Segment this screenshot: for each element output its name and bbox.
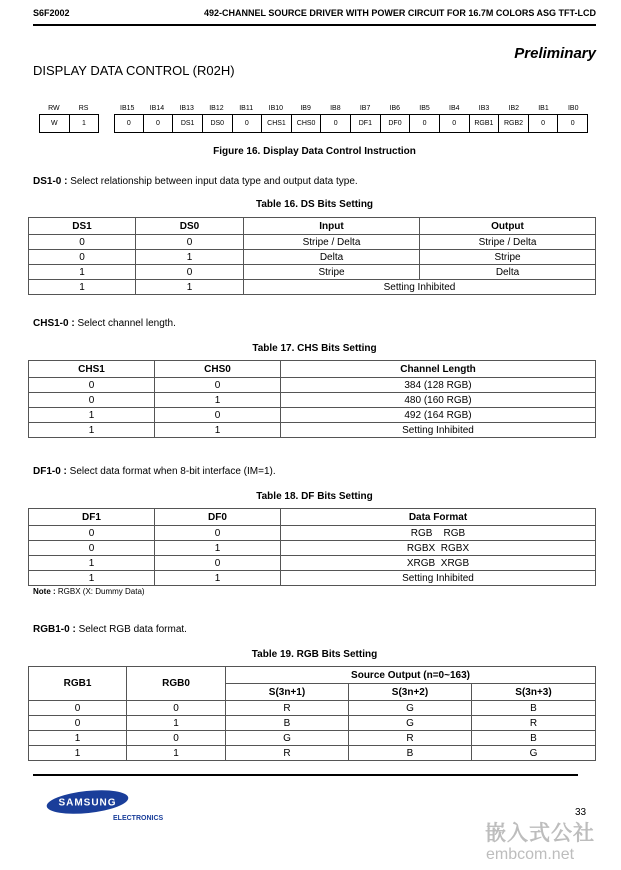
table-header-row	[29, 509, 596, 526]
register-bit-label: IB13	[179, 105, 194, 112]
register-bit-label: IB10	[268, 105, 284, 112]
cell: 492 (164 RGB)	[281, 408, 596, 423]
rgb-description	[33, 624, 187, 635]
register-bit-value: 0	[144, 114, 174, 133]
col-ds1: DS1	[29, 218, 136, 235]
table-16-caption: Table 16. DS Bits Setting	[255, 199, 374, 210]
table-19-caption: Table 19. RGB Bits Setting	[251, 649, 378, 660]
register-bit-label: RS	[78, 105, 89, 112]
col-ds0: DS0	[136, 218, 244, 235]
register-bit-label: IB14	[149, 105, 165, 112]
register-bit-value: 1	[70, 114, 100, 133]
register-bit-label: IB0	[567, 105, 579, 112]
cell: 0	[29, 716, 127, 731]
register-bit-label: IB6	[389, 105, 401, 112]
note-key: Note :	[33, 587, 56, 596]
cell: XRGB XRGB	[281, 556, 596, 571]
cell: B	[472, 731, 596, 746]
register-bit-value: DS1	[173, 114, 203, 133]
cell: 1	[29, 280, 136, 295]
header-rule	[33, 24, 596, 26]
cell: 0	[29, 393, 155, 408]
ds-text: Select relationship between input data type and output data type.	[67, 176, 358, 187]
table-row	[29, 701, 596, 716]
register-bit-value: RGB1	[470, 114, 500, 133]
cell: 0	[136, 235, 244, 250]
ds-key: DS1-0 :	[33, 176, 68, 187]
register-bit-label: IB7	[359, 105, 371, 112]
cell: 0	[136, 265, 244, 280]
table-row	[29, 571, 596, 586]
col-source-output: Source Output (n=0~163)	[226, 667, 596, 684]
chs-description	[33, 318, 176, 329]
cell: 0	[155, 526, 281, 541]
cell: 384 (128 RGB)	[281, 378, 596, 393]
table-header-row	[29, 667, 596, 684]
cell: 0	[29, 541, 155, 556]
table-row	[29, 250, 596, 265]
samsung-logo	[45, 789, 130, 815]
logo-text: SAMSUNG	[58, 797, 117, 809]
register-bit-label: IB4	[449, 105, 460, 112]
cell: 0	[29, 235, 136, 250]
table-row	[29, 265, 596, 280]
cell: R	[226, 701, 349, 716]
cell: 0	[127, 731, 226, 746]
cell: 1	[29, 556, 155, 571]
col-output: Output	[420, 218, 596, 235]
col-rgb0: RGB0	[127, 667, 226, 701]
register-bit-label: IB2	[508, 105, 520, 112]
cell: Setting Inhibited	[281, 423, 596, 438]
cell: 0	[29, 250, 136, 265]
cell: 1	[29, 746, 127, 761]
table-row	[29, 716, 596, 731]
register-bit-value: 0	[529, 114, 559, 133]
register-diagram	[39, 103, 588, 133]
register-bit-label: IB12	[209, 105, 224, 112]
col-df0: DF0	[155, 509, 281, 526]
cell: 1	[155, 393, 281, 408]
cell: 1	[29, 423, 155, 438]
register-bit-value	[99, 114, 114, 131]
cell: Stripe	[420, 250, 596, 265]
cell: 1	[136, 250, 244, 265]
table-row	[29, 526, 596, 541]
register-bit-value: 0	[114, 114, 144, 133]
cell: 1	[127, 716, 226, 731]
register-bit-label: IB15	[120, 105, 135, 112]
col-rgb1: RGB1	[29, 667, 127, 701]
cell: 1	[136, 280, 244, 295]
table-row	[29, 423, 596, 438]
figure-caption: Figure 16. Display Data Control Instruction	[213, 146, 416, 157]
cell: 1	[29, 731, 127, 746]
df-note	[33, 587, 145, 596]
register-bit-value: W	[39, 114, 70, 133]
preliminary-label: Preliminary	[514, 45, 596, 62]
cell: Setting Inhibited	[244, 280, 596, 295]
register-bit-label: IB11	[239, 105, 254, 112]
register-bit-label: RW	[48, 105, 60, 112]
col-s3n3: S(3n+3)	[472, 684, 596, 701]
cell: 1	[155, 423, 281, 438]
doc-title: 492-CHANNEL SOURCE DRIVER WITH POWER CIRCUIT FOR 16.7M COLORS ASG TFT-LCD	[203, 8, 596, 18]
register-bit-value: RGB2	[499, 114, 529, 133]
cell: 480 (160 RGB)	[281, 393, 596, 408]
cell: G	[226, 731, 349, 746]
cell: 0	[155, 378, 281, 393]
cell: 0	[29, 378, 155, 393]
page-number: 33	[575, 807, 587, 818]
register-bit-labels	[39, 103, 588, 114]
register-bit-value: DF0	[381, 114, 411, 133]
df-description	[33, 466, 276, 477]
col-input: Input	[244, 218, 420, 235]
table-row	[29, 746, 596, 761]
table-row	[29, 408, 596, 423]
cell: B	[349, 746, 472, 761]
cell: Stripe / Delta	[420, 235, 596, 250]
rgb-text: Select RGB data format.	[75, 624, 187, 635]
rgb-bits-table	[28, 666, 596, 761]
cell: 0	[29, 526, 155, 541]
footer-rule	[33, 774, 578, 776]
cell: 0	[127, 701, 226, 716]
register-bit-value: 0	[440, 114, 470, 133]
cell: Stripe	[244, 265, 420, 280]
col-s3n1: S(3n+1)	[226, 684, 349, 701]
table-17-caption: Table 17. CHS Bits Setting	[252, 343, 377, 354]
cell: RGBX RGBX	[281, 541, 596, 556]
table-row	[29, 393, 596, 408]
register-bit-value: 0	[233, 114, 263, 133]
cell: 0	[29, 701, 127, 716]
register-bit-value: CHS0	[292, 114, 322, 133]
ds-description	[33, 176, 358, 187]
cell: 1	[155, 541, 281, 556]
section-title: DISPLAY DATA CONTROL (R02H)	[33, 63, 235, 78]
register-bit-label: IB5	[419, 105, 430, 112]
register-bit-label: IB8	[330, 105, 341, 112]
table-header-row	[29, 361, 596, 378]
register-bit-label: IB3	[478, 105, 490, 112]
register-bit-label: IB9	[300, 105, 311, 112]
cell: Setting Inhibited	[281, 571, 596, 586]
df-bits-table	[28, 508, 596, 586]
col-df1: DF1	[29, 509, 155, 526]
cell: R	[349, 731, 472, 746]
cell: B	[226, 716, 349, 731]
table-row	[29, 280, 596, 295]
cell: 1	[127, 746, 226, 761]
watermark-text: 嵌入式公社	[485, 822, 595, 845]
cell: Delta	[420, 265, 596, 280]
cell: 1	[155, 571, 281, 586]
col-chs0: CHS0	[155, 361, 281, 378]
table-row	[29, 556, 596, 571]
table-row	[29, 541, 596, 556]
register-bit-value: 0	[558, 114, 588, 133]
cell: 1	[29, 265, 136, 280]
doc-id: S6F2002	[33, 8, 70, 18]
cell: 0	[155, 408, 281, 423]
cell: Delta	[244, 250, 420, 265]
cell: RGB RGB	[281, 526, 596, 541]
logo-subtitle: ELECTRONICS	[113, 815, 164, 822]
col-chs1: CHS1	[29, 361, 155, 378]
cell: G	[349, 701, 472, 716]
table-18-caption: Table 18. DF Bits Setting	[256, 491, 373, 502]
col-data-format: Data Format	[281, 509, 596, 526]
note-text: RGBX (X: Dummy Data)	[55, 587, 145, 596]
chs-text: Select channel length.	[74, 318, 176, 329]
col-s3n2: S(3n+2)	[349, 684, 472, 701]
cell: G	[472, 746, 596, 761]
watermark-url: embcom.net	[486, 846, 575, 863]
chs-bits-table	[28, 360, 596, 438]
register-bit-value: DF1	[351, 114, 381, 133]
col-channel-length: Channel Length	[281, 361, 596, 378]
cell: B	[472, 701, 596, 716]
cell: 1	[29, 571, 155, 586]
df-key: DF1-0 :	[33, 466, 67, 477]
df-text: Select data format when 8-bit interface (IM=1).	[66, 466, 276, 477]
table-row	[29, 235, 596, 250]
register-bit-values	[39, 114, 588, 133]
cell: R	[472, 716, 596, 731]
rgb-key: RGB1-0 :	[33, 624, 76, 635]
cell: Stripe / Delta	[244, 235, 420, 250]
table-row	[29, 731, 596, 746]
register-bit-value: CHS1	[262, 114, 292, 133]
register-bit-value: 0	[321, 114, 351, 133]
chs-key: CHS1-0 :	[33, 318, 75, 329]
register-bit-value: DS0	[203, 114, 233, 133]
ds-bits-table	[28, 217, 596, 295]
table-row	[29, 378, 596, 393]
register-bit-value: 0	[410, 114, 440, 133]
cell: G	[349, 716, 472, 731]
cell: R	[226, 746, 349, 761]
register-bit-label	[98, 103, 112, 114]
register-bit-label: IB1	[538, 105, 549, 112]
table-header-row	[29, 218, 596, 235]
cell: 0	[155, 556, 281, 571]
cell: 1	[29, 408, 155, 423]
